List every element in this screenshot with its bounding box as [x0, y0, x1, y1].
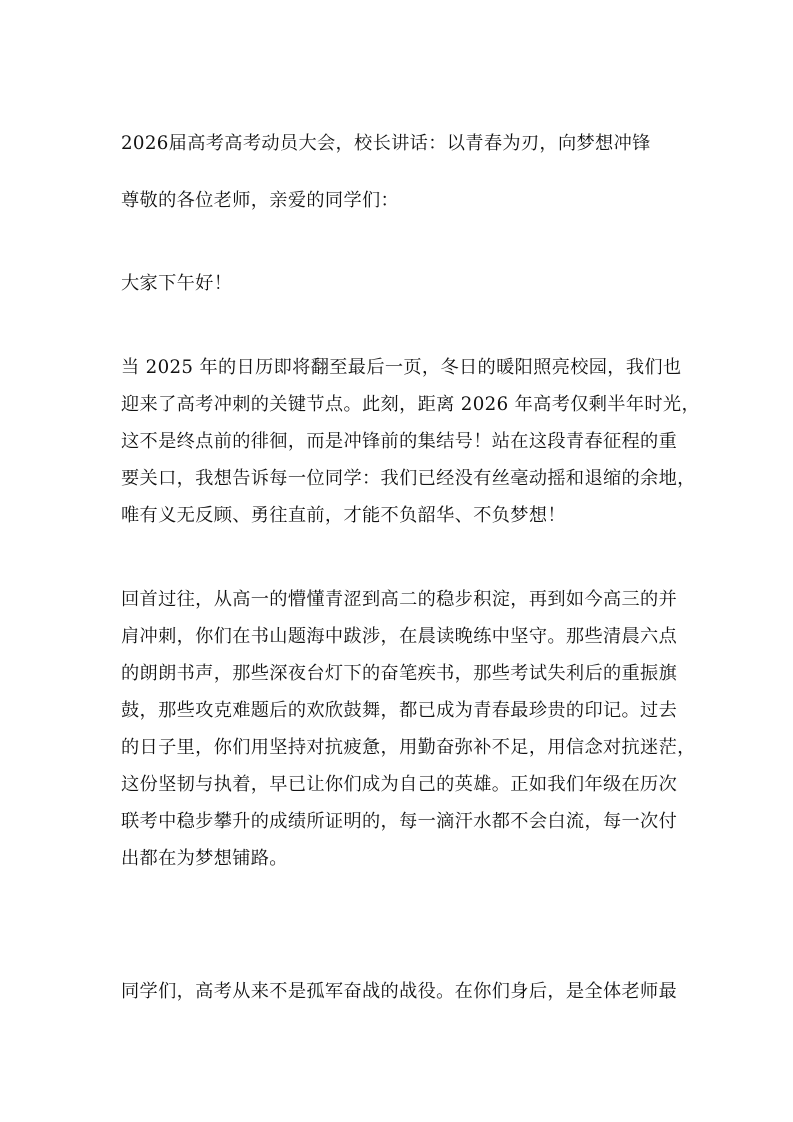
paragraph-line: 鼓，那些攻克难题后的欢欣鼓舞，都已成为青春最珍贵的印记。过去 [121, 700, 678, 721]
greeting: 大家下午好！ [121, 273, 233, 294]
paragraph-line: 肩冲刺，你们在书山题海中跋涉，在晨读晚练中坚守。那些清晨六点 [121, 626, 678, 647]
paragraph-line: 的日子里，你们用坚持对抗疲惫，用勤奋弥补不足，用信念对抗迷茫， [121, 737, 696, 758]
document-title: 2026届高考高考动员大会，校长讲话：以青春为刃，向梦想冲锋 [121, 133, 651, 154]
paragraph-line: 同学们，高考从来不是孤军奋战的战役。在你们身后，是全体老师最 [121, 981, 678, 1002]
paragraph-line: 的朗朗书声，那些深夜台灯下的奋笔疾书，那些考试失利后的重振旗 [121, 663, 678, 684]
paragraph-line: 唯有义无反顾、勇往直前，才能不负韶华、不负梦想！ [121, 505, 566, 526]
paragraph-line: 联考中稳步攀升的成绩所证明的，每一滴汗水都不会白流，每一次付 [121, 811, 678, 832]
paragraph-line: 出都在为梦想铺路。 [121, 848, 288, 869]
paragraph-line: 回首过往，从高一的懵懂青涩到高二的稳步积淀，再到如今高三的并 [121, 589, 678, 610]
paragraph-line: 这份坚韧与执着，早已让你们成为自己的英雄。正如我们年级在历次 [121, 774, 678, 795]
paragraph-line: 这不是终点前的徘徊，而是冲锋前的集结号！站在这段青春征程的重 [121, 431, 678, 452]
paragraph-line: 要关口，我想告诉每一位同学：我们已经没有丝毫动摇和退缩的余地， [121, 468, 696, 489]
paragraph-line: 迎来了高考冲刺的关键节点。此刻，距离 2026 年高考仅剩半年时光， [121, 394, 700, 415]
paragraph-line: 当 2025 年的日历即将翻至最后一页，冬日的暖阳照亮校园，我们也 [121, 357, 682, 378]
salutation: 尊敬的各位老师，亲爱的同学们： [121, 190, 400, 211]
